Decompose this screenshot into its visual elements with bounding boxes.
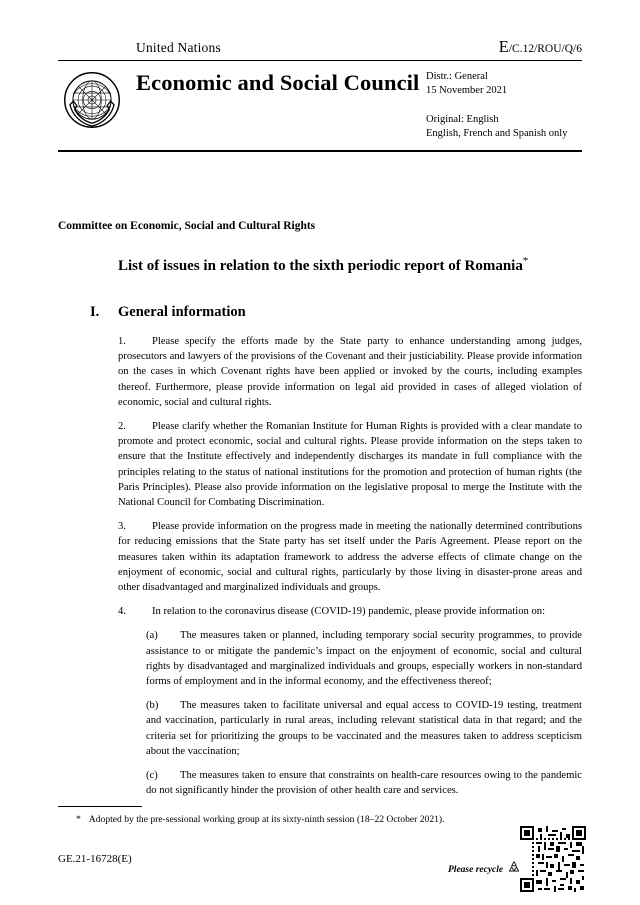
job-number: GE.21-16728(E)	[58, 853, 132, 865]
un-emblem-icon	[63, 71, 121, 129]
section-heading	[90, 304, 246, 321]
document-date: 15 November 2021	[426, 85, 508, 96]
footnote	[76, 813, 536, 826]
header-rule-top	[58, 60, 582, 61]
organ-title: Economic and Social Council	[136, 70, 420, 95]
footnote-rule	[58, 806, 142, 807]
paragraph-number: 3.	[118, 521, 126, 533]
paragraph-text: Please clarify whether the Romanian Institute for Human Rights is provided with a clear mandate to promote and protect economic, social and cultural rights. Please provide information on the steps taken to ensure that the Institute effectively and independently discharges its mandate in full compliance with the principles relating to the status of national institutions for the promotion and protection of human rights (the Paris Principles). Please also provide information on the legislative proposal to merge the Institute with the National Council for Combating Discrimination.	[118, 421, 582, 509]
symbol-main: E	[498, 37, 509, 56]
subparagraph-label: (b)	[146, 700, 159, 712]
qr-code-icon	[520, 826, 586, 892]
subparagraph	[146, 768, 582, 798]
section-title: General information	[118, 304, 246, 320]
header-rule-bottom	[58, 150, 582, 152]
paragraph-number: 4.	[118, 606, 126, 618]
paragraph	[118, 419, 582, 510]
committee-name: Committee on Economic, Social and Cultural Rights	[58, 220, 316, 232]
footnote-text: Adopted by the pre-sessional working group at its sixty-ninth session (18–22 October 2021).	[88, 814, 445, 825]
paragraph	[118, 519, 582, 595]
masthead	[58, 28, 582, 158]
subparagraph	[146, 698, 582, 759]
subparagraph	[146, 628, 582, 689]
section-numeral: I.	[90, 304, 100, 320]
page-content	[58, 28, 582, 878]
subparagraph-label: (c)	[146, 770, 158, 782]
paragraph-text: Please specify the efforts made by the State party to enhance understanding among judges, prosecutors and lawyers of the provisions of the Covenant and their justiciability. Please provide information on the cases in which Covenant rights have been applied or invoked by the courts, including examples thereof. Furthermore, please provide information on legal aid provided in cases of alleged violation of economic, social and cultural rights.	[118, 336, 582, 408]
recycle-label: Please recycle	[448, 865, 504, 875]
paragraph	[118, 334, 582, 410]
organization-name: United Nations	[136, 40, 221, 55]
subparagraph-text: The measures taken or planned, including temporary social security programmes, to provide assistance to or mitigate the pandemic’s impact on the enjoyment of economic, social and cultural rights by disadvantaged and marginalized individuals and groups, especially workers in non-standard forms of employment and in the informal economy, and the effectiveness thereof;	[146, 630, 582, 688]
subparagraph-text: The measures taken to facilitate universal and equal access to COVID-19 testing, treatment and vaccination, particularly in rural areas, including relevant statistical data in that regard; and the criteria set for prioritizing the groups to be vaccinated and the measures taken to address scepticism about the vaccination;	[146, 700, 582, 757]
footnote-marker: *	[76, 814, 81, 825]
paragraph	[118, 604, 582, 619]
distribution-block	[426, 70, 507, 98]
original-language-block	[426, 113, 567, 141]
paragraph-number: 2.	[118, 421, 126, 433]
title-text: List of issues in relation to the sixth periodic report of Romania	[118, 258, 523, 274]
symbol-suffix: /C.12/ROU/Q/6	[508, 43, 582, 55]
recycle-note	[448, 860, 521, 877]
original-language: Original: English	[426, 114, 499, 125]
paragraph-text: Please provide information on the progress made in meeting the nationally determined contributions for reducing emissions that the State party has set itself under the Paris Agreement. Please report on the measures taken within its adaptation framework to address the adverse effects of climate change on the enjoyment of economic, social and cultural rights, particularly by those living in disaster-prone areas and other disadvantaged and marginalized individuals and groups.	[118, 521, 582, 594]
title-footnote-marker: *	[522, 255, 529, 267]
body-text	[118, 334, 582, 807]
subparagraph-text: The measures taken to ensure that constraints on health-care resources owing to the pandemic do not significantly hinder the provision of other health care and services.	[146, 770, 582, 797]
document-symbol	[499, 37, 582, 57]
page-title	[118, 252, 538, 276]
distribution-label: Distr.: General	[426, 71, 488, 82]
subparagraph-label: (a)	[146, 630, 158, 642]
available-languages: English, French and Spanish only	[426, 128, 568, 139]
paragraph-number: 1.	[118, 336, 126, 347]
paragraph-text: In relation to the coronavirus disease (COVID-19) pandemic, please provide information on:	[152, 606, 546, 618]
